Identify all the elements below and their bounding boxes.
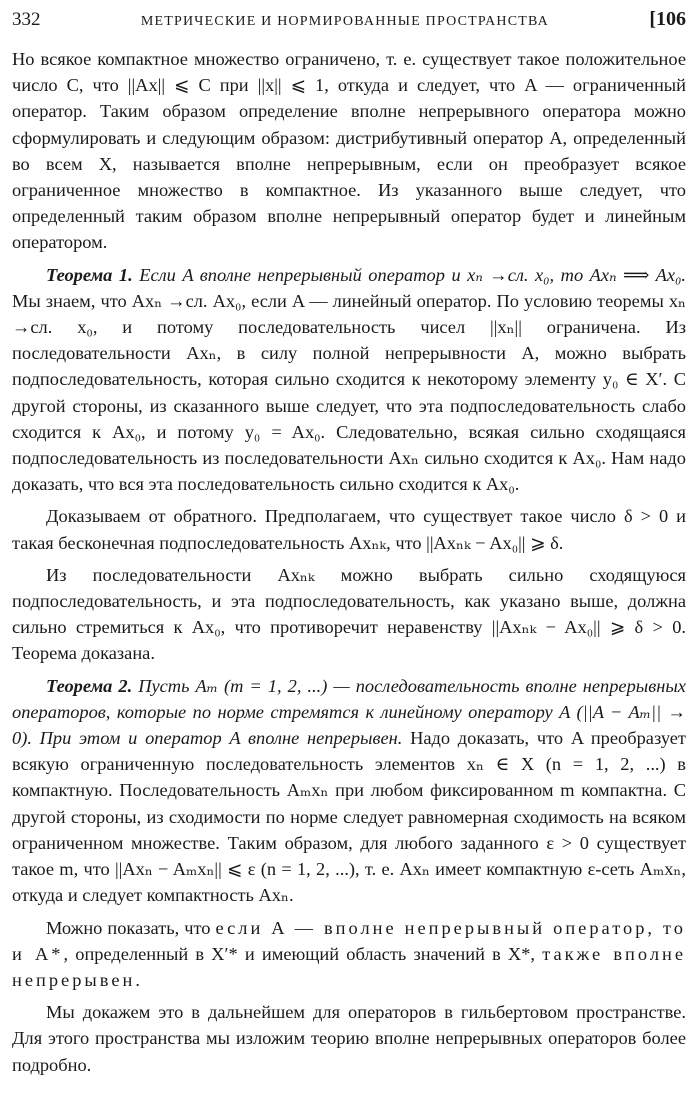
paragraph-adjoint [12, 915, 686, 994]
adjoint-text-b: если A — вполне непрерывный оператор, то и A* [12, 917, 686, 964]
page-body [12, 46, 686, 1078]
theorem-1-statement: Если A вполне непрерывный оператор и xₙ →сл. x₀, то Axₙ ⟹ Ax₀. [139, 264, 686, 285]
theorem-2-statement: Пусть Aₘ (m = 1, 2, ...) — последовательность вполне непрерывных операторов, которые по норме стремятся к линейному оператору A (||A − Aₘ|| → 0). При этом и оператор A вполне непрерывен. [12, 675, 686, 749]
running-title: МЕТРИЧЕСКИЕ И НОРМИРОВАННЫЕ ПРОСТРАНСТВА [140, 14, 549, 29]
adjoint-text-d: также вполне непрерывен. [12, 943, 686, 990]
book-page [12, 8, 686, 1092]
paragraph-compact-bounded: Но всякое компактное множество ограничено, т. е. существует такое положительное число C, что ||Ax|| ⩽ C при ||x|| ⩽ 1, откуда и следует, что A — ограниченный оператор. Таким образом определение вполне непрерывного оператора можно сформулировать и следующим образом: дистрибутивный оператор A, определенный во всем X, называется вполне непрерывным, если он преобразует всякое ограниченное множество в компактное. Из указанного выше следует, что определенный таким образом вполне непрерывный оператор будет и линейным оператором. [12, 49, 686, 253]
adjoint-text-c: , определенный в X′* и имеющий область значений в X*, [63, 943, 536, 964]
adjoint-text-a: Можно показать, что [46, 917, 211, 938]
theorem-2-proof: Надо доказать, что A преобразует всякую ограниченную последовательность элементов xₙ ∈ X (n = 1, 2, ...) в компактную. Последовательность Aₘxₙ при любом фиксированном m компактна. С другой стороны, из сходимости по норме следует равномерная сходимость на всяком ограниченном множестве. Таким образом, для любого заданного ε > 0 существует такое m, что ||Axₙ − Aₘxₙ|| ⩽ ε (n = 1, 2, ...), т. е. Axₙ имеет компактную ε-сеть Aₘxₙ, откуда и следует компактность Axₙ. [12, 728, 686, 906]
paragraph-proof-end: Из последовательности Axₙₖ можно выбрать сильно сходящуюся подпоследовательность, и эта подпоследовательность, как указано выше, должна сильно стремиться к Ax₀, что противоречит неравенству ||Axₙₖ − Ax₀|| ⩾ δ > 0. Теорема доказана. [12, 564, 686, 664]
section-number: [106 [649, 8, 686, 30]
theorem-2 [12, 673, 686, 909]
page-header [12, 8, 686, 46]
theorem-1 [12, 262, 686, 498]
theorem-1-label: Теорема 1. [46, 264, 133, 285]
theorem-2-label: Теорема 2. [46, 675, 133, 696]
theorem-1-proof: Мы знаем, что Axₙ →сл. Ax₀, если A — линейный оператор. По условию теоремы xₙ →сл. x₀, и потому последовательность чисел ||xₙ|| ограничена. Из последовательности Axₙ, в силу полной непрерывности A, можно выбрать подпоследовательность, которая сильно сходится к некоторому элементу y₀ ∈ X′. С другой стороны, из сказанного выше следует, что эта подпоследовательность слабо сходится к Ax₀, и потому y₀ = Ax₀. Следовательно, всякая сильно сходящаяся подпоследовательность из последовательности Axₙ сильно сходится к Ax₀. Нам надо доказать, что вся эта последовательность сильно сходится к Ax₀. [12, 290, 686, 495]
page-number: 332 [12, 9, 41, 30]
paragraph-contradiction: Доказываем от обратного. Предполагаем, что существует такое число δ > 0 и такая бесконечная подпоследовательность Axₙₖ, что ||Axₙₖ − Ax₀|| ⩾ δ. [12, 506, 686, 553]
paragraph-hilbert: Мы докажем это в дальнейшем для операторов в гильбертовом пространстве. Для этого пространства мы изложим теорию вполне непрерывных операторов более подробно. [12, 1002, 686, 1075]
